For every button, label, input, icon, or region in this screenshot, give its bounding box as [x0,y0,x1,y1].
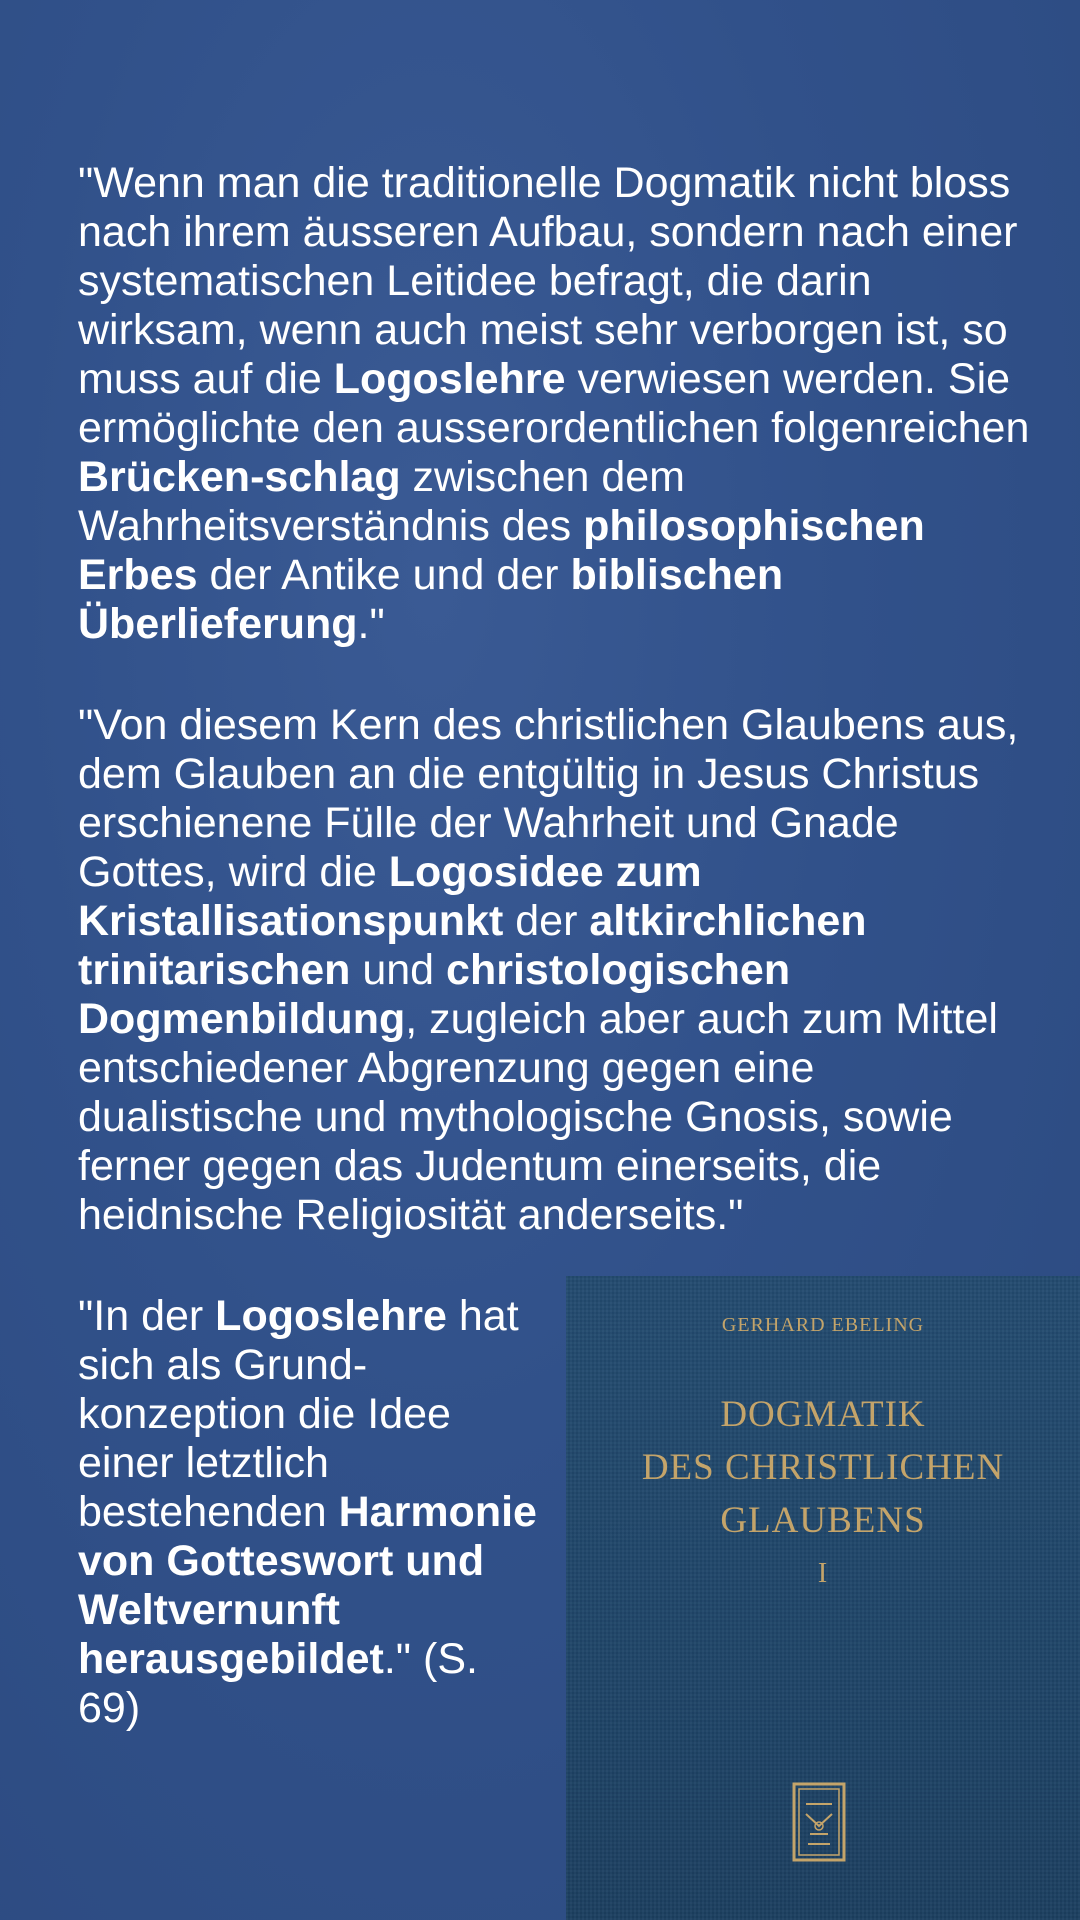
emphasis-text: Logoslehre [215,1292,447,1340]
emphasis-text: Brücken-schlag [78,453,401,501]
quote-text: verwiesen werden. Sie ermöglichte den ausserordentlichen folgenreichen [78,355,1030,452]
quote-paragraph-2 [78,701,1038,1240]
quote-text: der Antike und der [197,551,571,599]
quote-paragraph-3 [78,1292,538,1733]
quote-text: ." [357,600,385,648]
book-title-line-1: DOGMATIK [720,1394,926,1435]
book-volume: I [817,1558,829,1589]
quote-text: ." (S. 69) [78,1635,478,1732]
book-title-line-3: GLAUBENS [720,1500,926,1541]
emphasis-text: christologischen Dogmenbildung [78,946,791,1043]
book-author: GERHARD EBELING [721,1314,925,1336]
quote-text: "Von diesem Kern des christlichen Glaubens aus, dem Glauben an die entgültig in Jesus Christus erschienene Fülle der Wahrheit und Gnade Gottes, wird die [78,701,1019,896]
emphasis-text: Logosidee zum Kristallisationspunkt [78,848,702,945]
publisher-emblem-icon [792,1782,846,1862]
book-cover [566,1276,1080,1920]
quote-text: zwischen dem Wahrheitsverständnis des [78,453,686,550]
emphasis-text: Harmonie von Gotteswort und Weltvernunft herausgebildet [78,1488,537,1683]
quote-text: "In der [78,1292,216,1340]
quote-text: hat sich als Grund-konzeption die Idee einer letztlich bestehenden [78,1292,519,1536]
quote-text: "Wenn man die traditionelle Dogmatik nicht bloss nach ihrem äusseren Aufbau, sondern nach einer systematischen Leitidee befragt, die darin wirksam, wenn auch meist sehr verborgen ist, so muss auf die [78,159,1018,403]
book-title [566,1388,1080,1600]
book-title-line-2: DES CHRISTLICHEN [641,1447,1005,1488]
quote-text: der [503,897,590,945]
emphasis-text: biblischen Überlieferung [78,551,784,648]
quote-paragraph-1 [78,159,1038,649]
emphasis-text: altkirchlichen trinitarischen [78,897,867,994]
quote-text: , zugleich aber auch zum Mittel entschiedener Abgrenzung gegen eine dualistische und mythologische Gnosis, sowie ferner gegen das Judentum einerseits, die heidnische Religiosität anderseits." [78,995,998,1239]
emphasis-text: philosophischen Erbes [78,502,925,599]
emphasis-text: Logoslehre [333,355,566,403]
quote-text: und [350,946,447,994]
